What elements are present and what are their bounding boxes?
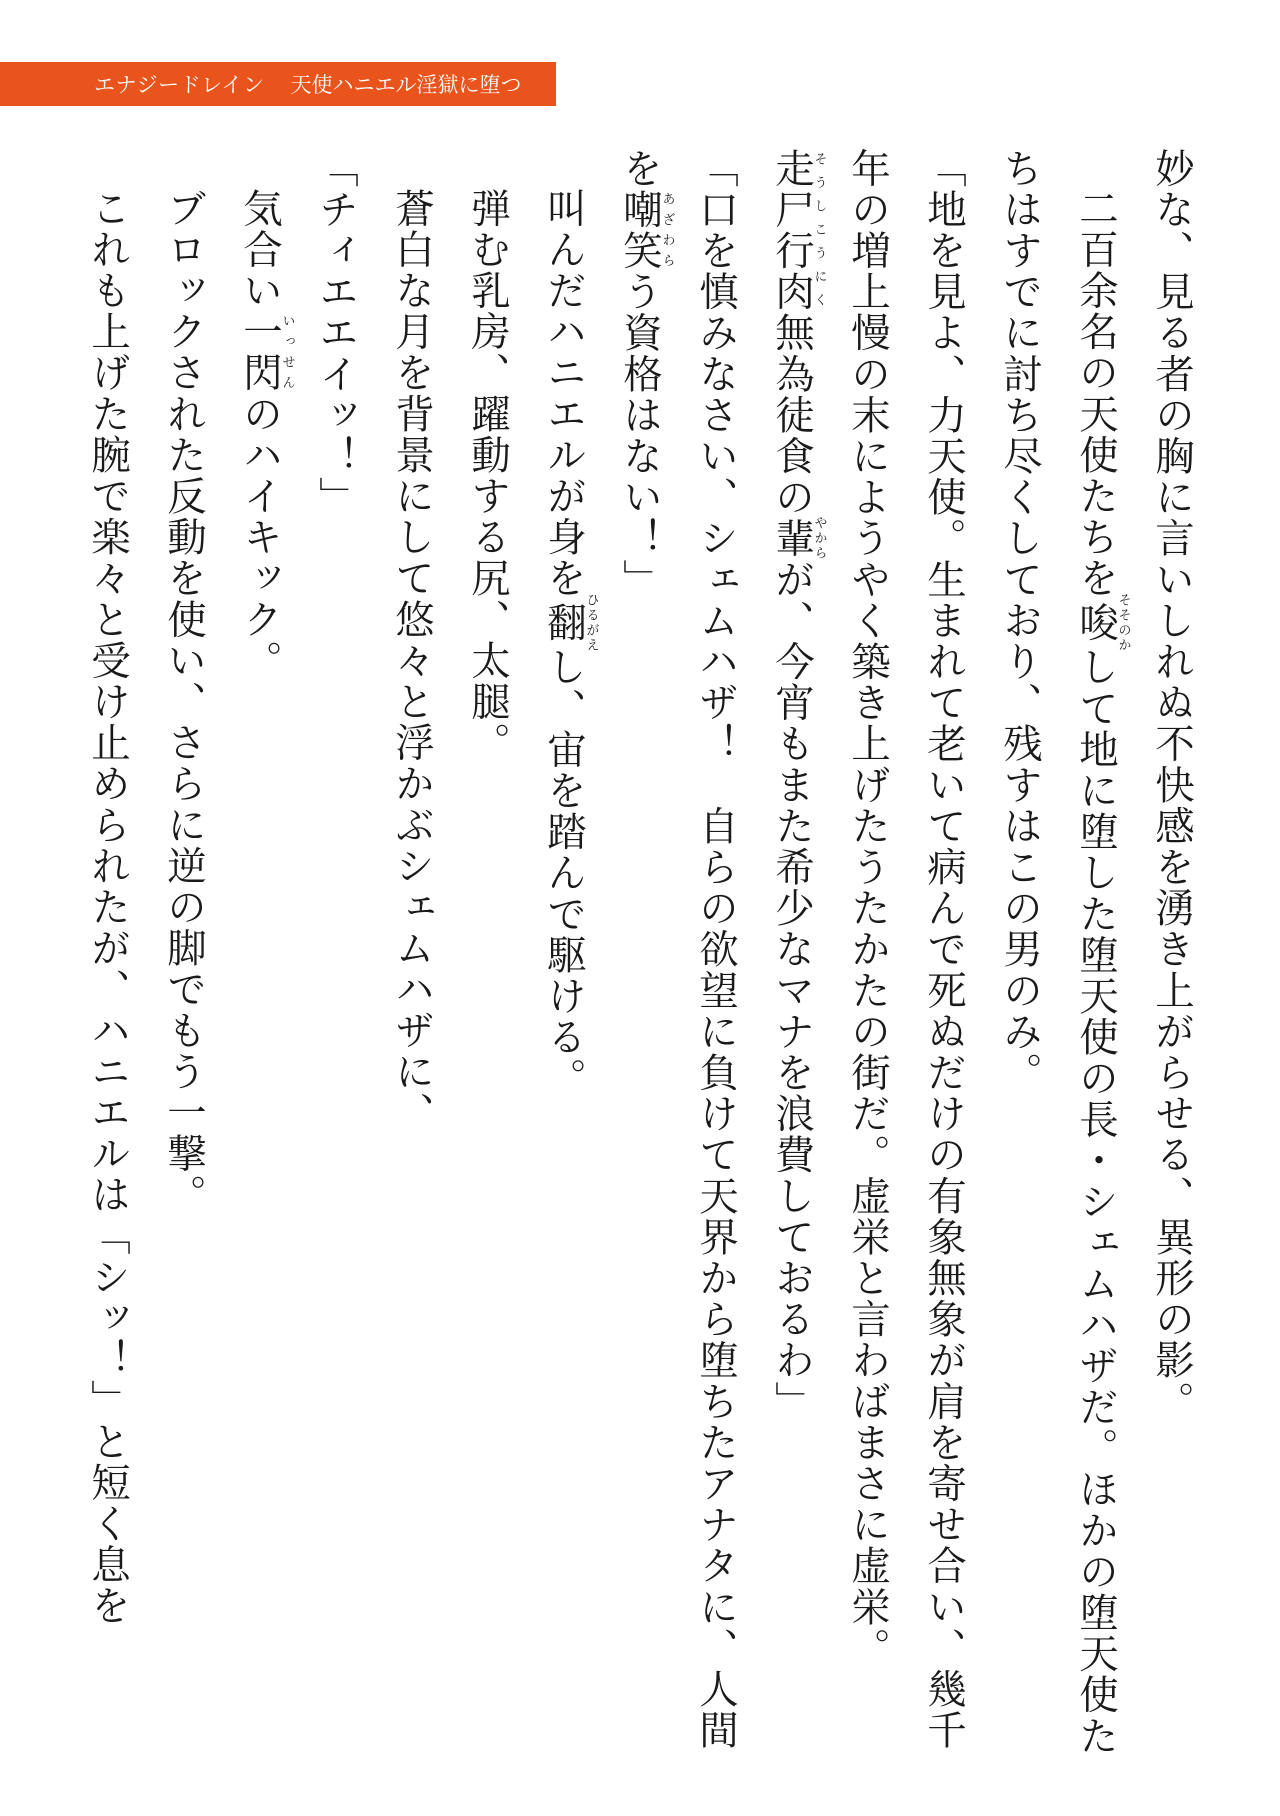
paragraph <box>450 148 526 1788</box>
ruby-base: 輩 <box>769 515 815 561</box>
text-segment: 二百余名の天使たちを <box>1073 187 1119 599</box>
vertical-text-body <box>85 148 1210 1788</box>
ruby-base: 一閃 <box>237 310 283 394</box>
text-segment: ブロックされた反動を使い、さらに逆の脚でもう一撃。 <box>161 187 207 1215</box>
text-segment: これも上げた腕で楽々と受け止められたが、ハニエルは「シッ！」と短く息を <box>85 187 131 1626</box>
ruby-annotation <box>769 515 827 561</box>
paragraph <box>222 148 298 1788</box>
text-segment: 蒼白な月を背景にして悠々と浮かぶシェムハザに、 <box>389 187 435 1133</box>
text-segment: 気合い <box>237 187 283 311</box>
ruby-base: 嘲笑 <box>617 189 663 272</box>
ruby-base: 唆 <box>1073 592 1119 653</box>
text-segment: 弾む乳房、躍動する尻、太腿。 <box>465 187 511 763</box>
ruby-reading: やから <box>811 515 827 561</box>
paragraph <box>298 148 374 1788</box>
text-segment: 妙な、見る者の胸に言いしれぬ不快感を湧き上がらせる、異形の影。 <box>1149 148 1195 1423</box>
text-segment: 「口を慎みなさい、シェムハザ！ 自らの欲望に負けて天界から堕ちたアナタに、人間を <box>617 148 739 1751</box>
ruby-reading: そそのか <box>1115 592 1131 653</box>
ruby-annotation <box>769 148 827 313</box>
ruby-reading: ひるがえ <box>583 592 599 653</box>
ruby-reading: いっせん <box>279 310 295 393</box>
text-segment: が、今宵もまた希少なマナを浪費しておるわ」 <box>769 559 815 1423</box>
ruby-base: 翻 <box>541 592 587 653</box>
ruby-annotation <box>617 189 675 272</box>
paragraph <box>146 148 222 1788</box>
text-segment: し、宙を踏んで駆ける。 <box>541 646 587 1099</box>
ruby-annotation <box>1073 592 1131 653</box>
paragraph <box>526 148 602 1788</box>
paragraph <box>754 148 982 1788</box>
paragraph <box>982 148 1134 1788</box>
ruby-base: 走尸行肉 <box>769 148 815 313</box>
paragraph <box>70 148 146 1788</box>
text-segment: 「チィエエイッ！」 <box>313 148 359 518</box>
text-segment: う資格はない！」 <box>617 271 663 601</box>
paragraph <box>602 148 754 1788</box>
text-segment: 「地を見よ、力天使。生まれて老いて病んで死ぬだけの有象無象が肩を寄せ合い、幾千年の増上慢の末にようやく築き上げたうたかたの街だ。虚栄と言わばまさに虚栄。 <box>845 148 967 1751</box>
text-segment: して地に堕した堕天使の長・シェムハザだ。ほかの堕天使たちはすでに討ち尽くしており、残すはこの男のみ。 <box>997 148 1119 1757</box>
text-segment: のハイキック。 <box>237 393 283 681</box>
ruby-annotation <box>237 310 295 394</box>
paragraph <box>374 148 450 1788</box>
paragraph <box>1134 148 1210 1788</box>
ruby-annotation <box>541 592 599 653</box>
text-segment: 無為徒食の <box>769 312 815 518</box>
text-segment: 叫んだハニエルが身を <box>541 187 587 599</box>
ruby-reading: そうしこうにく <box>811 148 827 313</box>
ruby-reading: あざわら <box>659 189 675 272</box>
book-subtitle: 天使ハニエル淫獄に堕つ <box>290 73 522 97</box>
series-title: エナジードレイン <box>94 73 265 97</box>
running-header-banner <box>0 62 556 106</box>
